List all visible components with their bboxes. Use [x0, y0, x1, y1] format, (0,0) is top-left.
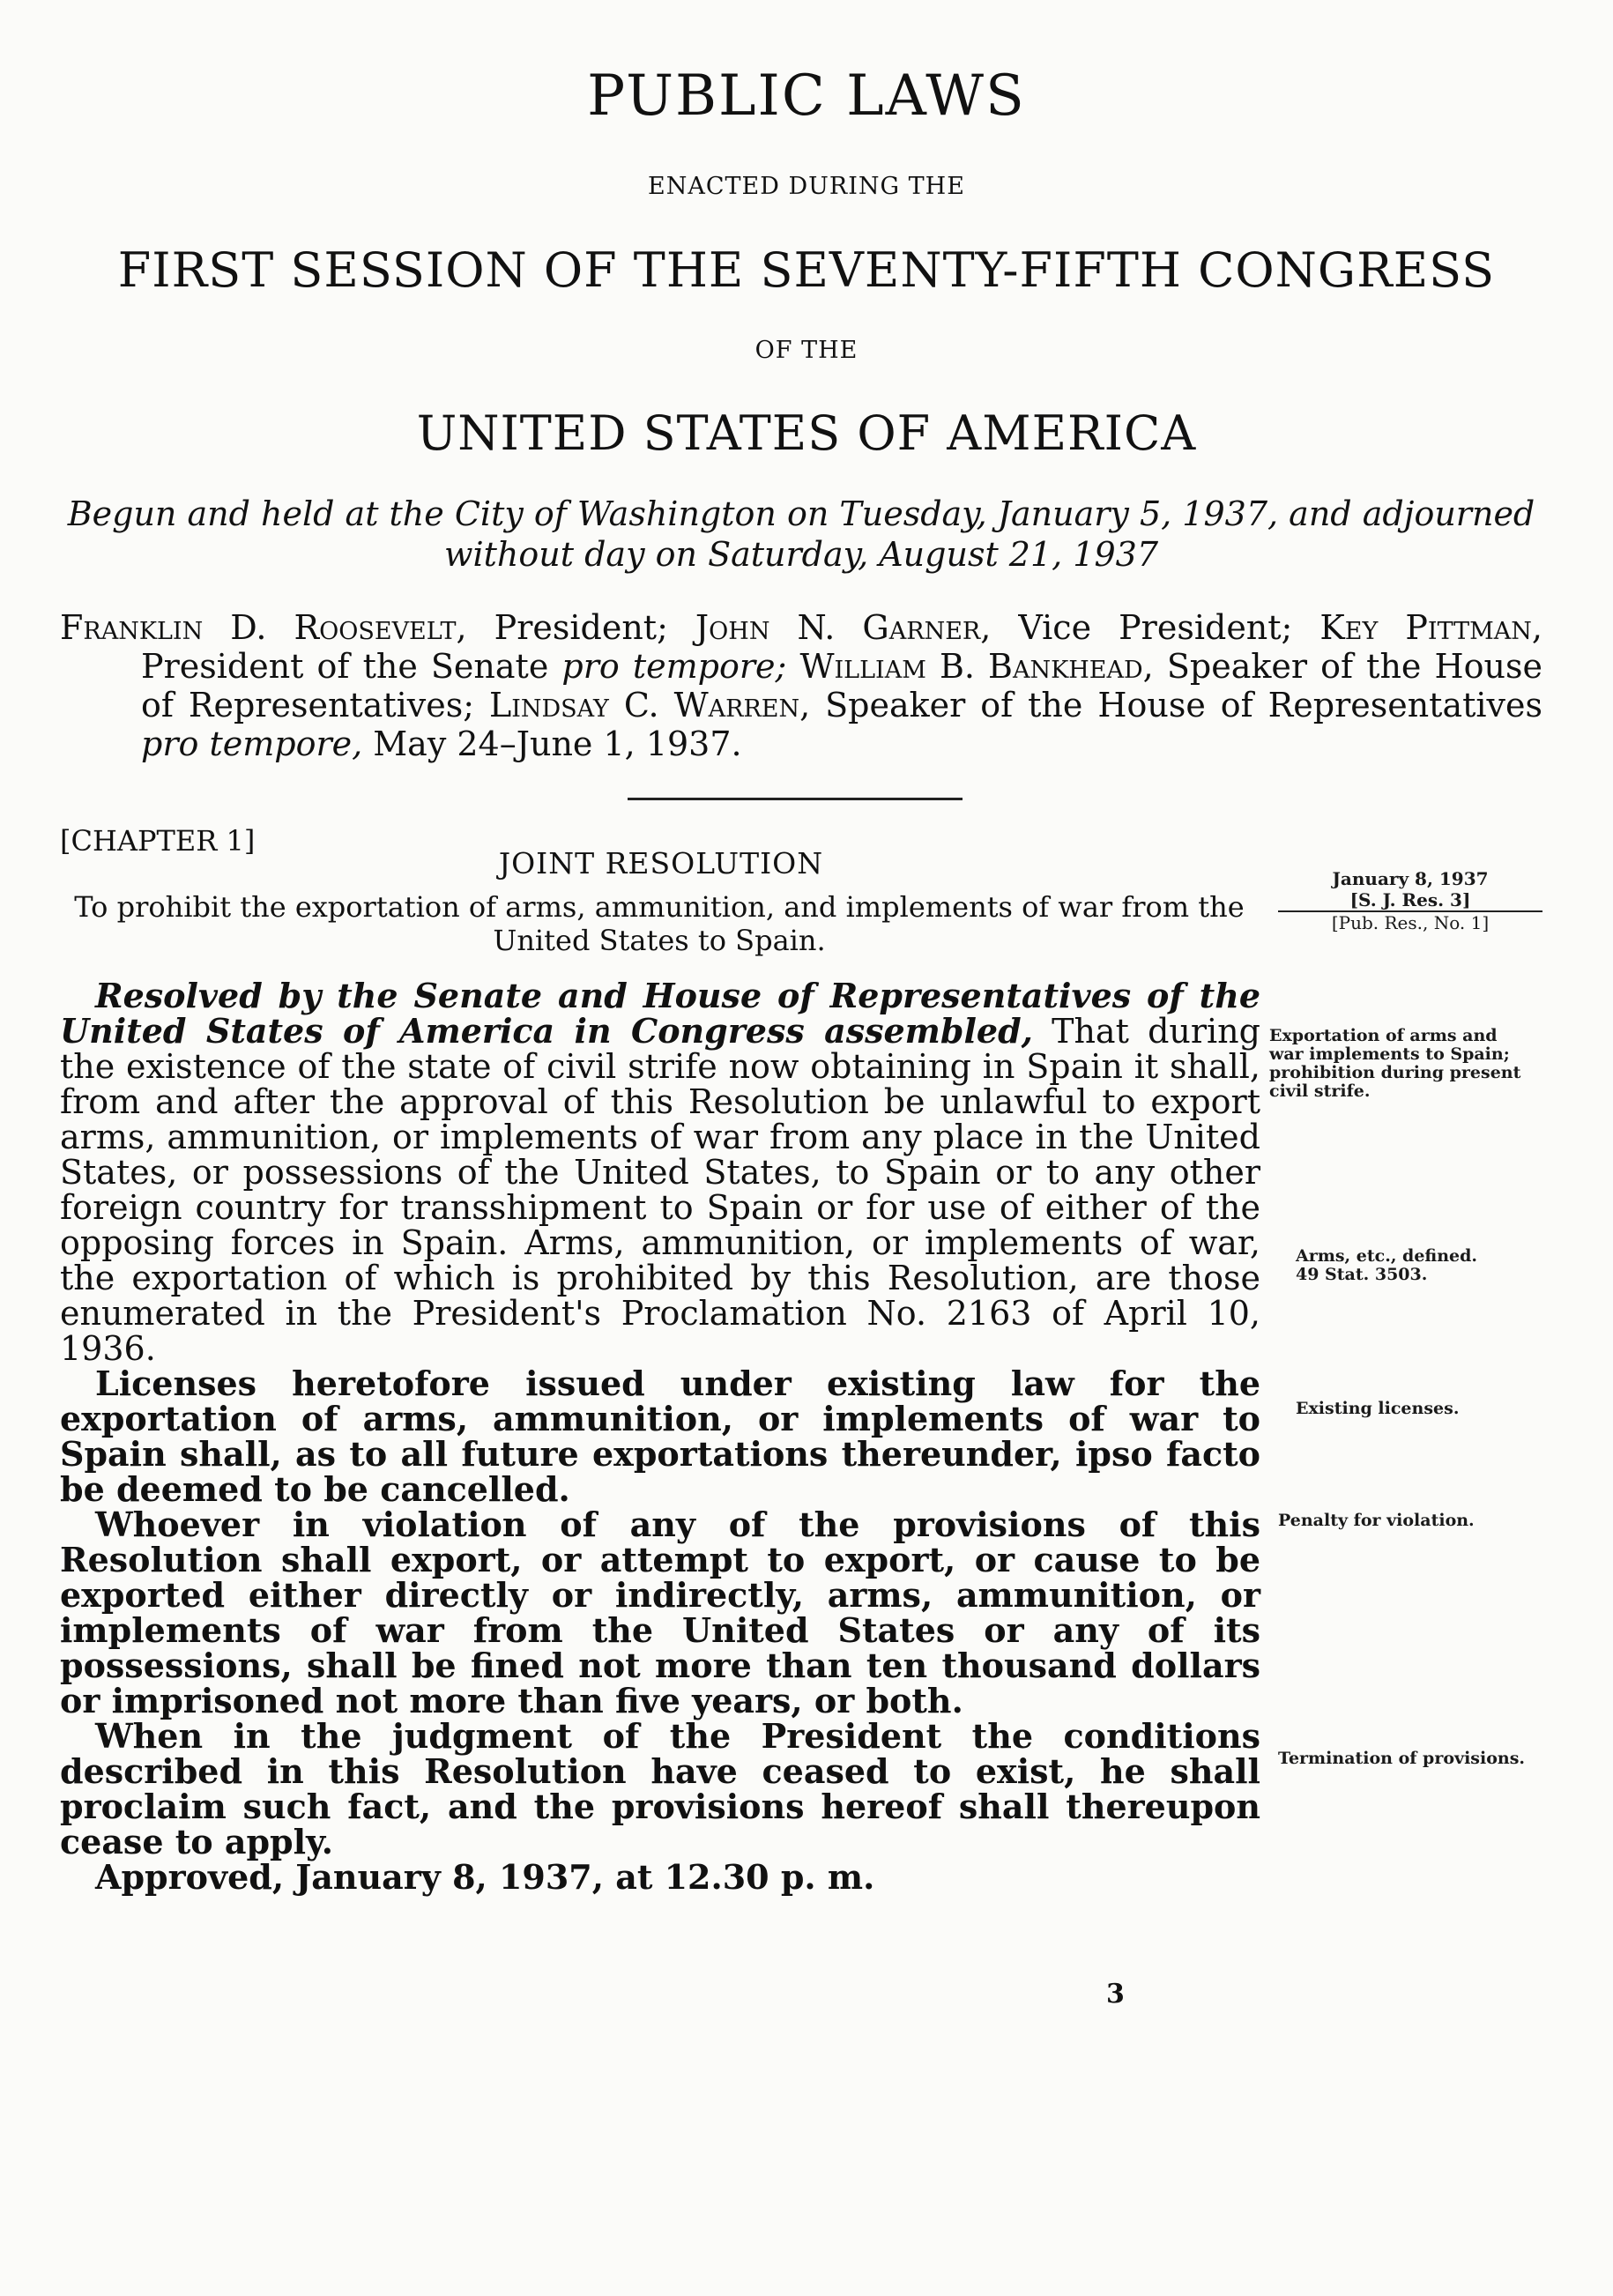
session-heading: FIRST SESSION OF THE SEVENTY-FIFTH CONGRESS: [117, 242, 1496, 298]
of-the-line: OF THE: [754, 337, 859, 364]
officer-speaker-pro-tempore: Lindsay C. Warren: [488, 686, 800, 724]
enacting-clause: Resolved by the Senate and House of Representatives of the United States of America in Congress assembled,: [60, 976, 1260, 1051]
enactment-reference: [1269, 868, 1551, 933]
resolution-body: [60, 978, 1260, 1895]
officer-speaker: William B. Bankhead: [799, 647, 1143, 686]
body-paragraph-3: Whoever in violation of any of the provisions of this Resolution shall export, or attempt to export, or cause to be exported either directly or indirectly, arms, ammunition, or implements of war from the United States or any of its possessions, shall be fined not more than ten thousand dollars or imprisoned not more than five years, or both.: [60, 1505, 1260, 1720]
officer-vice-president: John N. Garner: [695, 608, 981, 647]
margin-note-penalty: Penalty for violation.: [1278, 1511, 1475, 1530]
officer-president-role: , President;: [456, 608, 695, 647]
enacted-line: ENACTED DURING THE: [648, 173, 965, 200]
body-paragraph-4: When in the judgment of the President the conditions described in this Resolution have ceased to exist, he shall proclaim such fact, and the provisions hereof shall thereupon cease to apply.: [60, 1716, 1260, 1861]
officer-senate-president: Key Pittman: [1319, 608, 1532, 647]
body-paragraph-1-text: That during the existence of the state of civil strife now obtaining in Spain it shall, from and after the approval of this Resolution be unlawful to export arms, ammunition, or implements of war from any place in the United States, or possessions of the United States, to Spain or to any other foreign country for transshipment to Spain or for use of either of the opposing forces in Spain. Arms, ammunition, or implements of war, the exportation of which is prohibited by this Resolution, are those enumerated in the President's Proclamation No. 2163 of April 10, 1936.: [60, 1012, 1260, 1368]
margin-note-termination: Termination of provisions.: [1278, 1749, 1525, 1768]
resolution-type: JOINT RESOLUTION: [498, 846, 824, 881]
pro-tempore-2: pro tempore,: [141, 724, 363, 763]
page-number: 3: [1106, 1979, 1125, 2010]
chapter-label: [CHAPTER 1]: [60, 824, 256, 858]
document-title: PUBLIC LAWS: [587, 63, 1026, 129]
officers-paragraph: [60, 608, 1542, 763]
margin-note-exportation: Exportation of arms and war implements to Spain; prohibition during present civil strife.: [1269, 1026, 1521, 1101]
body-paragraph-1: [60, 978, 1260, 1366]
officer-speaker-role: , Speaker of the House of Representatives;: [141, 647, 1542, 724]
approval-line: Approved, January 8, 1937, at 12.30 p. m.: [95, 1857, 875, 1897]
margin-note-defined: [1296, 1247, 1542, 1284]
officer-speaker-pro-tempore-role: , Speaker of the House of Representatives: [799, 686, 1542, 724]
margin-note-statute: 49 Stat. 3503.: [1296, 1265, 1428, 1284]
margin-note-defined-label: Arms, etc., defined.: [1296, 1246, 1478, 1266]
pro-tempore-1: pro tempore;: [561, 647, 787, 686]
body-paragraph-2: Licenses heretofore issued under existing law for the exportation of arms, ammunition, or implements of war to Spain shall, as to all future exportations thereunder, ipso facto be deemed to be cancelled.: [60, 1363, 1260, 1509]
pub-res-number: [Pub. Res., No. 1]: [1331, 912, 1490, 933]
margin-note-licenses: Existing licenses.: [1296, 1399, 1460, 1418]
officer-vice-president-role: , Vice President;: [980, 608, 1320, 647]
country-heading: UNITED STATES OF AMERICA: [416, 405, 1197, 461]
session-dates: Begun and held at the City of Washington on Tuesday, January 5, 1937, and adjourned without day on Saturday, August 21, 1937: [67, 494, 1535, 574]
enactment-date: January 8, 1937: [1332, 868, 1489, 889]
resolution-purpose: To prohibit the exportation of arms, ammunition, and implements of war from the United States to Spain.: [74, 890, 1245, 957]
officer-dates: May 24–June 1, 1937.: [362, 724, 742, 763]
officer-president: Franklin D. Roosevelt: [60, 608, 457, 647]
officer-senate-president-role: , President of the Senate: [141, 608, 1542, 686]
sj-res-number: [S. J. Res. 3]: [1278, 889, 1542, 912]
section-divider: [628, 798, 963, 800]
